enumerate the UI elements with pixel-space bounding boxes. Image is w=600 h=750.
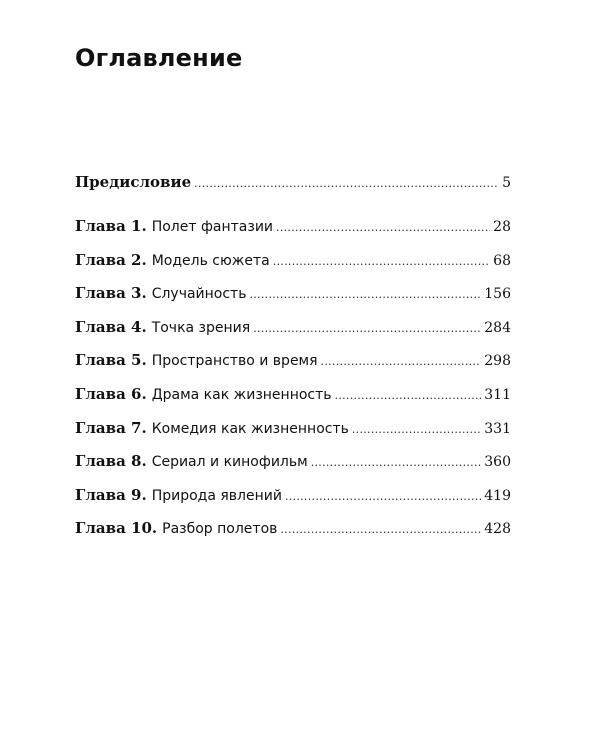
dot-leader: [276, 217, 490, 239]
chapter-number: Глава 9.: [75, 485, 147, 504]
chapter-title: Пространство и время: [151, 353, 318, 370]
toc-entry-chapter-7[interactable]: [75, 417, 511, 439]
toc-page-number: 360: [484, 454, 511, 471]
chapter-number: Глава 10.: [75, 519, 158, 538]
toc-entry-label: Предисловие: [75, 173, 192, 191]
dot-leader: [285, 486, 481, 508]
chapter-number: Глава 1.: [75, 217, 147, 235]
toc-entry-chapter-6[interactable]: [75, 383, 511, 405]
chapter-number: Глава 8.: [75, 452, 147, 471]
dot-leader: [249, 284, 481, 306]
chapter-number: Глава 6.: [75, 384, 147, 403]
chapter-number: Глава 2.: [75, 250, 147, 269]
table-of-contents: [75, 171, 511, 551]
chapter-number: Глава 5.: [75, 351, 147, 370]
dot-leader: [253, 318, 481, 340]
toc-entry-chapter-4[interactable]: [75, 316, 511, 338]
toc-page-number: 331: [484, 420, 511, 437]
toc-page-number: 419: [484, 487, 511, 504]
toc-entry-preface[interactable]: [75, 171, 511, 193]
toc-entry-chapter-10[interactable]: [75, 517, 511, 539]
toc-entry-chapter-3[interactable]: [75, 282, 511, 304]
dot-leader: [194, 173, 499, 195]
page-title: Оглавление: [75, 44, 243, 72]
dot-leader: [280, 519, 481, 541]
toc-page-number: 156: [484, 286, 511, 303]
dot-leader: [273, 251, 490, 273]
toc-page-number: 68: [493, 252, 511, 269]
toc-entry-chapter-2[interactable]: [75, 249, 511, 271]
chapter-title: Сериал и кинофильм: [151, 454, 308, 471]
toc-page-number: 428: [484, 521, 511, 538]
dot-leader: [335, 385, 482, 407]
chapter-title: Модель сюжета: [151, 252, 270, 269]
dot-leader: [311, 452, 482, 474]
dot-leader: [321, 351, 482, 373]
chapter-title: Комедия как жизненность: [151, 420, 349, 437]
chapter-title: Точка зрения: [151, 319, 251, 336]
toc-entry-chapter-9[interactable]: [75, 484, 511, 506]
toc-entry-chapter-8[interactable]: [75, 450, 511, 472]
chapter-title: Драма как жизненность: [151, 386, 332, 403]
chapter-title: Случайность: [151, 286, 247, 303]
toc-page-number: 298: [484, 353, 511, 370]
chapter-title: Полет фантазии: [151, 219, 274, 235]
chapter-number: Глава 4.: [75, 317, 147, 336]
toc-entry-chapter-1[interactable]: [75, 215, 511, 237]
toc-page-number: 311: [484, 386, 511, 403]
toc-page-number: 284: [484, 319, 511, 336]
toc-entry-chapter-5[interactable]: [75, 349, 511, 371]
toc-page-number: 28: [493, 219, 511, 235]
chapter-number: Глава 3.: [75, 284, 147, 303]
dot-leader: [352, 419, 481, 441]
chapter-title: Разбор полетов: [162, 521, 278, 538]
toc-page-number: 5: [502, 175, 511, 191]
chapter-title: Природа явлений: [151, 487, 282, 504]
chapter-number: Глава 7.: [75, 418, 147, 437]
